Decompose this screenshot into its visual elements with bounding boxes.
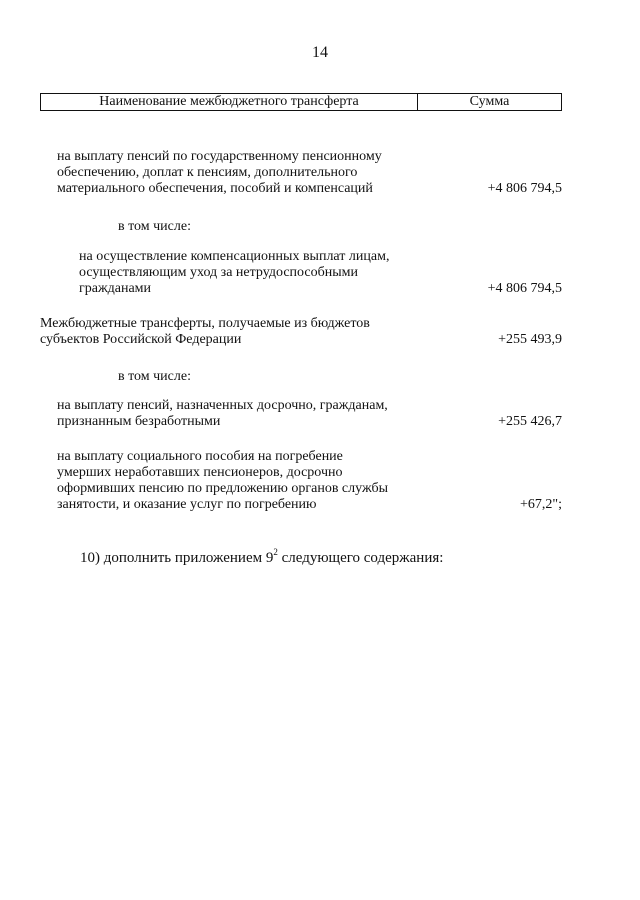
- row-name: [57, 398, 498, 430]
- row-amount: +255 426,7: [498, 414, 562, 429]
- row-name: [57, 149, 488, 197]
- transfer-row-regional: [40, 316, 562, 348]
- subhead-including: в том числе:: [118, 219, 191, 234]
- row-line: оформивших пенсию по предложению органов службы: [57, 481, 388, 496]
- row-name: [79, 249, 488, 297]
- row-line: осуществляющим уход за нетрудоспособными: [79, 265, 358, 280]
- subhead-including: в том числе:: [118, 369, 191, 384]
- header-name-column: Наименование межбюджетного трансферта: [41, 94, 418, 110]
- transfer-row-compensation: [79, 249, 562, 297]
- transfer-row-early-pensions: [57, 398, 562, 430]
- row-line: на осуществление компенсационных выплат лицам,: [79, 249, 390, 264]
- closing-text: 10) дополнить приложением 9: [80, 550, 274, 566]
- row-name: [40, 316, 498, 348]
- transfer-row-burial: [57, 449, 562, 513]
- closing-superscript: 2: [273, 547, 278, 557]
- row-line: материального обеспечения, пособий и компенсаций: [57, 181, 373, 196]
- row-amount: +4 806 794,5: [487, 281, 562, 296]
- row-line: гражданами: [79, 281, 152, 296]
- row-line: на выплату пенсий, назначенных досрочно, гражданам,: [57, 398, 388, 413]
- row-amount: +4 806 794,5: [487, 181, 562, 196]
- header-sum-column: Сумма: [469, 94, 510, 109]
- row-line: на выплату пенсий по государственному пенсионному: [57, 149, 382, 164]
- page-number: 14: [312, 44, 328, 61]
- row-amount: +255 493,9: [498, 332, 562, 347]
- row-line: Межбюджетные трансферты, получаемые из бюджетов: [40, 316, 370, 331]
- row-line: на выплату социального пособия на погребение: [57, 449, 343, 464]
- table-header: [40, 93, 562, 111]
- row-line: субъектов Российской Федерации: [40, 332, 242, 347]
- closing-text-tail: следующего содержания:: [277, 550, 444, 566]
- row-name: [57, 449, 520, 513]
- row-line: умерших неработавших пенсионеров, досрочно: [57, 465, 343, 480]
- transfer-row-pensions: [57, 149, 562, 197]
- row-amount: +67,2";: [520, 497, 562, 512]
- row-line: обеспечению, доплат к пенсиям, дополнительного: [57, 165, 358, 180]
- closing-paragraph: [80, 549, 443, 567]
- row-line: занятости, и оказание услуг по погребению: [57, 497, 317, 512]
- row-line: признанным безработными: [57, 414, 221, 429]
